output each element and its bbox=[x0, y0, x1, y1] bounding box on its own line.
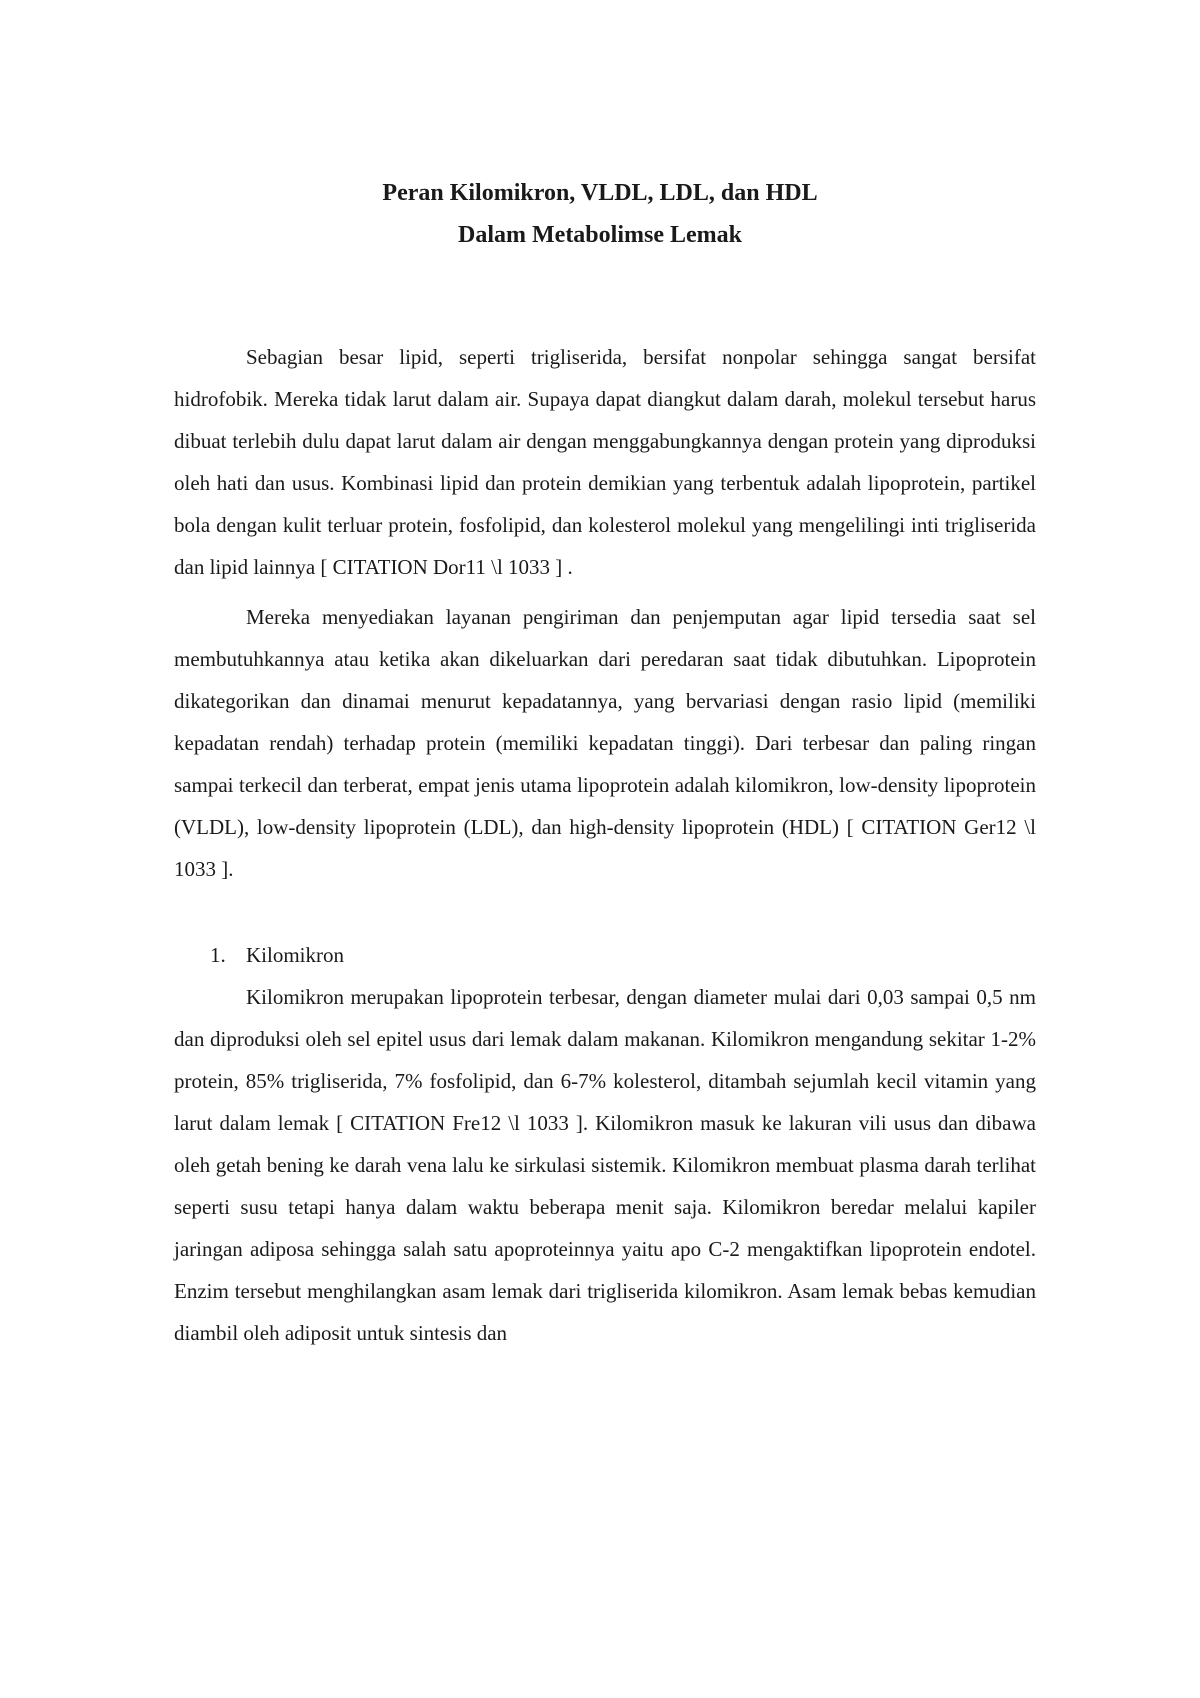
section-number: 1. bbox=[210, 943, 226, 967]
document-title: Peran Kilomikron, VLDL, LDL, dan HDL bbox=[382, 180, 818, 206]
paragraph-lipoprotein-types: Mereka menyediakan layanan pengiriman dan penjemputan agar lipid tersedia saat sel membutuhkannya atau ketika akan dikeluarkan dari peredaran saat tidak dibutuhkan. Lipoprotein dikategorikan dan dinamai menurut kepadatannya, yang bervariasi dengan rasio lipid (memiliki kepadatan rendah) terhadap protein (memiliki kepadatan tinggi). Dari terbesar dan paling ringan sampai terkecil dan terberat, empat jenis utama lipoprotein adalah kilomikron, low-density lipoprotein (VLDL), low-density lipoprotein (LDL), dan high-density lipoprotein (HDL) [ CITATION Ger12 \l 1033 ]. bbox=[174, 605, 1036, 881]
title-block bbox=[0, 172, 1200, 256]
section-title: Kilomikron bbox=[246, 943, 344, 967]
document-body bbox=[174, 336, 1036, 1354]
paragraph-intro: Sebagian besar lipid, seperti trigliserida, bersifat nonpolar sehingga sangat bersifat hidrofobik. Mereka tidak larut dalam air. Supaya dapat diangkut dalam darah, molekul tersebut harus dibuat terlebih dulu dapat larut dalam air dengan menggabungkannya dengan protein yang diproduksi oleh hati dan usus. Kombinasi lipid dan protein demikian yang terbentuk adalah lipoprotein, partikel bola dengan kulit terluar protein, fosfolipid, dan kolesterol molekul yang mengelilingi inti trigliserida dan lipid lainnya [ CITATION Dor11 \l 1033 ] . bbox=[174, 345, 1036, 579]
document-subtitle: Dalam Metabolimse Lemak bbox=[458, 222, 742, 248]
paragraph-kilomikron: Kilomikron merupakan lipoprotein terbesar, dengan diameter mulai dari 0,03 sampai 0,5 nm dan diproduksi oleh sel epitel usus dari lemak dalam makanan. Kilomikron mengandung sekitar 1-2% protein, 85% trigliserida, 7% fosfolipid, dan 6-7% kolesterol, ditambah sejumlah kecil vitamin yang larut dalam lemak [ CITATION Fre12 \l 1033 ]. Kilomikron masuk ke lakuran vili usus dan dibawa oleh getah bening ke darah vena lalu ke sirkulasi sistemik. Kilomikron membuat plasma darah terlihat seperti susu tetapi hanya dalam waktu beberapa menit saja. Kilomikron beredar melalui kapiler jaringan adiposa sehingga salah satu apoproteinnya yaitu apo C-2 mengaktifkan lipoprotein endotel. Enzim tersebut menghilangkan asam lemak dari trigliserida kilomikron. Asam lemak bebas kemudian diambil oleh adiposit untuk sintesis dan bbox=[174, 985, 1036, 1345]
section-heading-kilomikron bbox=[174, 934, 1036, 976]
